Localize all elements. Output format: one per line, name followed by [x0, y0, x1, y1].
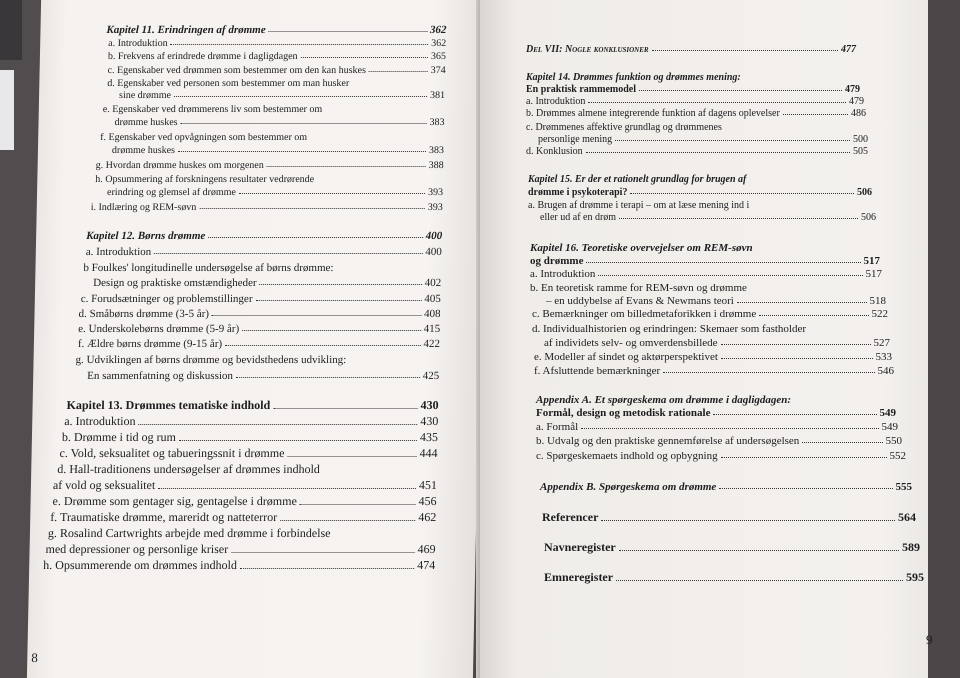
- appendix-title: Appendix A. Et spørgeskema om drømme i dagligdagen:: [536, 394, 792, 406]
- entry-page: 388: [428, 160, 444, 171]
- toc-entry: [81, 293, 441, 305]
- entry-page: 365: [430, 51, 447, 62]
- entry-title: d. Hall-traditionens undersøgelser af drømmes indhold: [57, 462, 321, 476]
- appendix-b-heading: [540, 481, 912, 493]
- entry-page: 435: [419, 430, 439, 444]
- page-number: 564: [898, 510, 916, 524]
- toc-entry: [78, 323, 440, 335]
- toc-entry: [52, 494, 436, 509]
- chapter-title-cont: En praktisk rammemodel: [526, 84, 636, 95]
- entry-page: 527: [873, 337, 890, 349]
- page-number: 555: [895, 481, 912, 493]
- entry-title: c. Spørgeskemaets indhold og opbygning: [536, 450, 718, 462]
- entry-page: 506: [861, 212, 876, 223]
- entry-page: 374: [430, 65, 446, 76]
- entry-title: d. Småbørns drømme (3-5 år): [78, 308, 210, 320]
- entry-title-cont: drømme huskes: [114, 117, 178, 128]
- toc-entry: [59, 446, 437, 461]
- toc-entry: [526, 84, 860, 95]
- entry-page: 474: [417, 558, 436, 572]
- entry-page: 362: [431, 38, 447, 49]
- page-number-left: 8: [31, 650, 38, 665]
- entry-page: 533: [875, 351, 892, 363]
- page-number: 595: [906, 570, 924, 584]
- toc-entry: [536, 450, 906, 462]
- entry-page: 444: [419, 446, 438, 460]
- entry-page: 517: [865, 268, 882, 280]
- left-page: [27, 0, 487, 678]
- entry-page: 518: [869, 295, 886, 307]
- entry-page: 422: [423, 338, 441, 350]
- entry-title: i. Indlæring og REM-søvn: [90, 202, 197, 213]
- entry-title-cont: personlige mening: [538, 134, 613, 145]
- entry-title: g. Rosalind Cartwrights arbejde med drømme i forbindelse: [47, 526, 331, 540]
- entry-page: 405: [424, 293, 441, 305]
- toc-entry: [526, 96, 864, 107]
- toc-entry: [62, 430, 438, 445]
- entry-page: 500: [853, 134, 868, 145]
- entry-title: a. Introduktion: [526, 96, 586, 107]
- entry-title: a. Introduktion: [530, 268, 596, 280]
- entry-title: c. Forudsætninger og problemstillinger: [80, 293, 253, 305]
- toc-entry: [536, 421, 898, 433]
- entry-title-cont: sine drømme: [118, 90, 172, 101]
- entry-title-cont: En sammenfatning og diskussion: [87, 370, 234, 382]
- chapter-13-heading: [66, 398, 438, 413]
- appendix-title-cont: Formål, design og metodisk rationale: [536, 407, 711, 419]
- entry-title-cont: – en uddybelse af Evans & Newmans teori: [546, 295, 734, 307]
- toc-entry: [108, 65, 446, 76]
- part-7-heading: [526, 44, 856, 55]
- entry-page: 415: [423, 323, 441, 335]
- chapter-title-cont: drømme i psykoterapi?: [528, 187, 628, 198]
- toc-entry: [119, 90, 445, 101]
- toc-entry: [114, 117, 444, 128]
- entry-page: 486: [851, 108, 866, 119]
- entry-title: g. Udviklingen af børns drømme og bevidsthedens udvikling:: [75, 354, 347, 366]
- page-number: 430: [420, 398, 439, 412]
- entry-title: a. Formål: [536, 421, 579, 433]
- entry-title: c. Drømmenes affektive grundlag og drømmenes: [526, 122, 722, 133]
- right-page: [480, 0, 933, 678]
- entry-page: 425: [422, 370, 440, 382]
- entry-page: 522: [871, 308, 888, 320]
- entry-title: f. Afsluttende bemærkninger: [534, 365, 661, 377]
- toc-entry: [96, 160, 444, 171]
- entry-title-cont: med depressioner og personlige kriser: [45, 542, 229, 556]
- entry-title: d. Individualhistorien og erindringen: Skemaer som fastholder: [532, 323, 807, 335]
- background-object: [0, 70, 14, 150]
- entry-title: d. Konklusion: [526, 146, 583, 157]
- entry-title: a. Introduktion: [64, 414, 136, 428]
- entry-page: 381: [429, 90, 446, 101]
- chapter-title: Kapitel 13. Drømmes tematiske indhold: [66, 398, 271, 412]
- references-entry: [542, 510, 916, 525]
- section-title: Referencer: [542, 510, 599, 524]
- appendix-a-heading: [536, 394, 791, 406]
- toc-entry: [93, 277, 441, 289]
- entry-page: 462: [418, 510, 437, 524]
- entry-page: 408: [423, 308, 441, 320]
- entry-page: 393: [427, 202, 443, 213]
- entry-page: 402: [424, 277, 442, 289]
- chapter-title: Kapitel 16. Teoretiske overvejelser om REM-søvn: [530, 242, 753, 254]
- toc-entry: [528, 187, 872, 198]
- chapter-15-heading: [528, 174, 746, 185]
- entry-title: c. Bemærkninger om billedmetaforikken i drømme: [532, 308, 757, 320]
- toc-entry: [86, 246, 442, 258]
- page-number: 400: [425, 230, 443, 242]
- entry-title: d. Egenskaber ved personen som bestemmer om man husker: [107, 78, 350, 89]
- section-title: Emneregister: [544, 570, 614, 584]
- toc-entry: [78, 308, 440, 320]
- toc-entry: [78, 338, 440, 350]
- entry-title: h. Opsummerende om drømmes indhold: [43, 558, 238, 572]
- toc-entry: [526, 146, 868, 157]
- entry-page: 451: [418, 478, 438, 492]
- toc-entry: [108, 38, 446, 49]
- chapter-11-heading: [106, 24, 446, 36]
- entry-page: 393: [427, 187, 444, 198]
- entry-title: f. Egenskaber ved opvågningen som bestemmer om: [100, 132, 308, 143]
- chapter-14-heading: [526, 72, 741, 83]
- toc-entry: [538, 134, 868, 145]
- section-title: Navneregister: [544, 540, 616, 554]
- toc-entry: [544, 337, 890, 349]
- entry-page: 383: [429, 117, 445, 128]
- chapter-title: Kapitel 12. Børns drømme: [86, 230, 206, 242]
- entry-title: e. Underskolebørns drømme (5-9 år): [78, 323, 240, 335]
- entry-title: e. Egenskaber ved drømmerens liv som bestemmer om: [102, 104, 323, 115]
- toc-entry: [91, 202, 443, 213]
- entry-title: c. Egenskaber ved drømmen som bestemmer om den kan huskes: [107, 65, 367, 76]
- page-number: 477: [841, 44, 856, 55]
- entry-title: b Foulkes' longitudinelle undersøgelse af børns drømme:: [83, 262, 334, 274]
- entry-title: b. Frekvens af erindrede drømme i dagligdagen: [107, 51, 298, 62]
- part-title: Del VII: Nogle konklusioner: [526, 44, 649, 55]
- toc-entry: [532, 308, 888, 320]
- entry-page: 430: [420, 414, 439, 428]
- entry-page: 550: [885, 435, 902, 447]
- entry-title-cont: eller ud af en drøm: [540, 212, 617, 223]
- entry-page: 546: [877, 365, 894, 377]
- entry-title: b. Udvalg og den praktiske gennemførelse af undersøgelsen: [536, 435, 800, 447]
- toc-entry: [43, 558, 435, 573]
- entry-page: 469: [417, 542, 436, 556]
- entry-title-cont: erindring og glemsel af drømme: [106, 187, 237, 198]
- toc-entry: [112, 145, 444, 156]
- toc-entry: [45, 542, 435, 557]
- toc-entry: [536, 407, 896, 419]
- toc-entry: [108, 51, 446, 62]
- page-number: 589: [902, 540, 920, 554]
- toc-entry: [87, 370, 439, 382]
- chapter-title-cont: og drømme: [530, 255, 584, 267]
- entry-title: a. Introduktion: [85, 246, 152, 258]
- toc-entry: [107, 187, 443, 198]
- chapter-title: Kapitel 15. Er der et rationelt grundlag for brugen af: [528, 174, 747, 185]
- entry-page: 400: [425, 246, 442, 258]
- entry-title-cont: af individets selv- og omverdensbillede: [544, 337, 718, 349]
- page-number: 506: [857, 187, 872, 198]
- entry-page: 479: [849, 96, 864, 107]
- entry-title: g. Hvordan drømme huskes om morgenen: [95, 160, 264, 171]
- entry-title: b. Drømmes almene integrerende funktion af dagens oplevelser: [526, 108, 780, 119]
- chapter-16-heading: [530, 242, 753, 254]
- page-number: 479: [845, 84, 860, 95]
- appendix-title: Appendix B. Spørgeskema om drømme: [540, 481, 717, 493]
- entry-page: 505: [853, 146, 868, 157]
- page-number: 517: [863, 255, 880, 267]
- chapter-title: Kapitel 14. Drømmes funktion og drømmes mening:: [526, 72, 741, 83]
- entry-page: 383: [428, 145, 445, 156]
- name-index-entry: [544, 540, 920, 555]
- toc-entry: [534, 351, 892, 363]
- page-number: 549: [879, 407, 896, 419]
- entry-title: f. Ældre børns drømme (9-15 år): [77, 338, 223, 350]
- entry-page: 549: [881, 421, 898, 433]
- entry-title: c. Vold, seksualitet og tabueringssnit i drømme: [59, 446, 285, 460]
- entry-page: 456: [418, 494, 437, 508]
- entry-title-cont: af vold og seksualitet: [52, 478, 156, 492]
- entry-title: b. Drømme i tid og rum: [61, 430, 177, 444]
- subject-index-entry: [544, 570, 924, 585]
- page-number-right: 9: [926, 632, 933, 647]
- entry-page: 552: [889, 450, 906, 462]
- chapter-title: Kapitel 11. Erindringen af drømme: [106, 24, 266, 36]
- toc-entry: [546, 295, 886, 307]
- toc-entry: [53, 478, 437, 493]
- entry-title: f. Traumatiske drømme, mareridt og natteterror: [50, 510, 278, 524]
- toc-entry: [534, 365, 894, 377]
- toc-entry: [530, 268, 882, 280]
- entry-title-cont: Design og praktiske omstændigheder: [93, 277, 257, 289]
- entry-title: a. Introduktion: [108, 38, 168, 49]
- entry-title: b. En teoretisk ramme for REM-søvn og drømme: [530, 282, 747, 294]
- toc-entry: [530, 255, 880, 267]
- entry-title: e. Drømme som gentager sig, gentagelse i drømme: [52, 494, 298, 508]
- entry-title: a. Brugen af drømme i terapi – om at læse mening ind i: [528, 200, 750, 211]
- toc-entry: [536, 435, 902, 447]
- entry-title: h. Opsummering af forskningens resultater vedrørende: [95, 174, 315, 185]
- background-object: [0, 0, 22, 60]
- toc-entry: [64, 414, 438, 429]
- entry-title: e. Modeller af sindet og aktørperspektivet: [534, 351, 718, 363]
- toc-entry: [50, 510, 436, 525]
- entry-title-cont: drømme huskes: [111, 145, 176, 156]
- toc-entry: [540, 212, 876, 223]
- page-number: 362: [429, 24, 447, 36]
- chapter-12-heading: [86, 230, 442, 242]
- toc-entry: [526, 108, 866, 119]
